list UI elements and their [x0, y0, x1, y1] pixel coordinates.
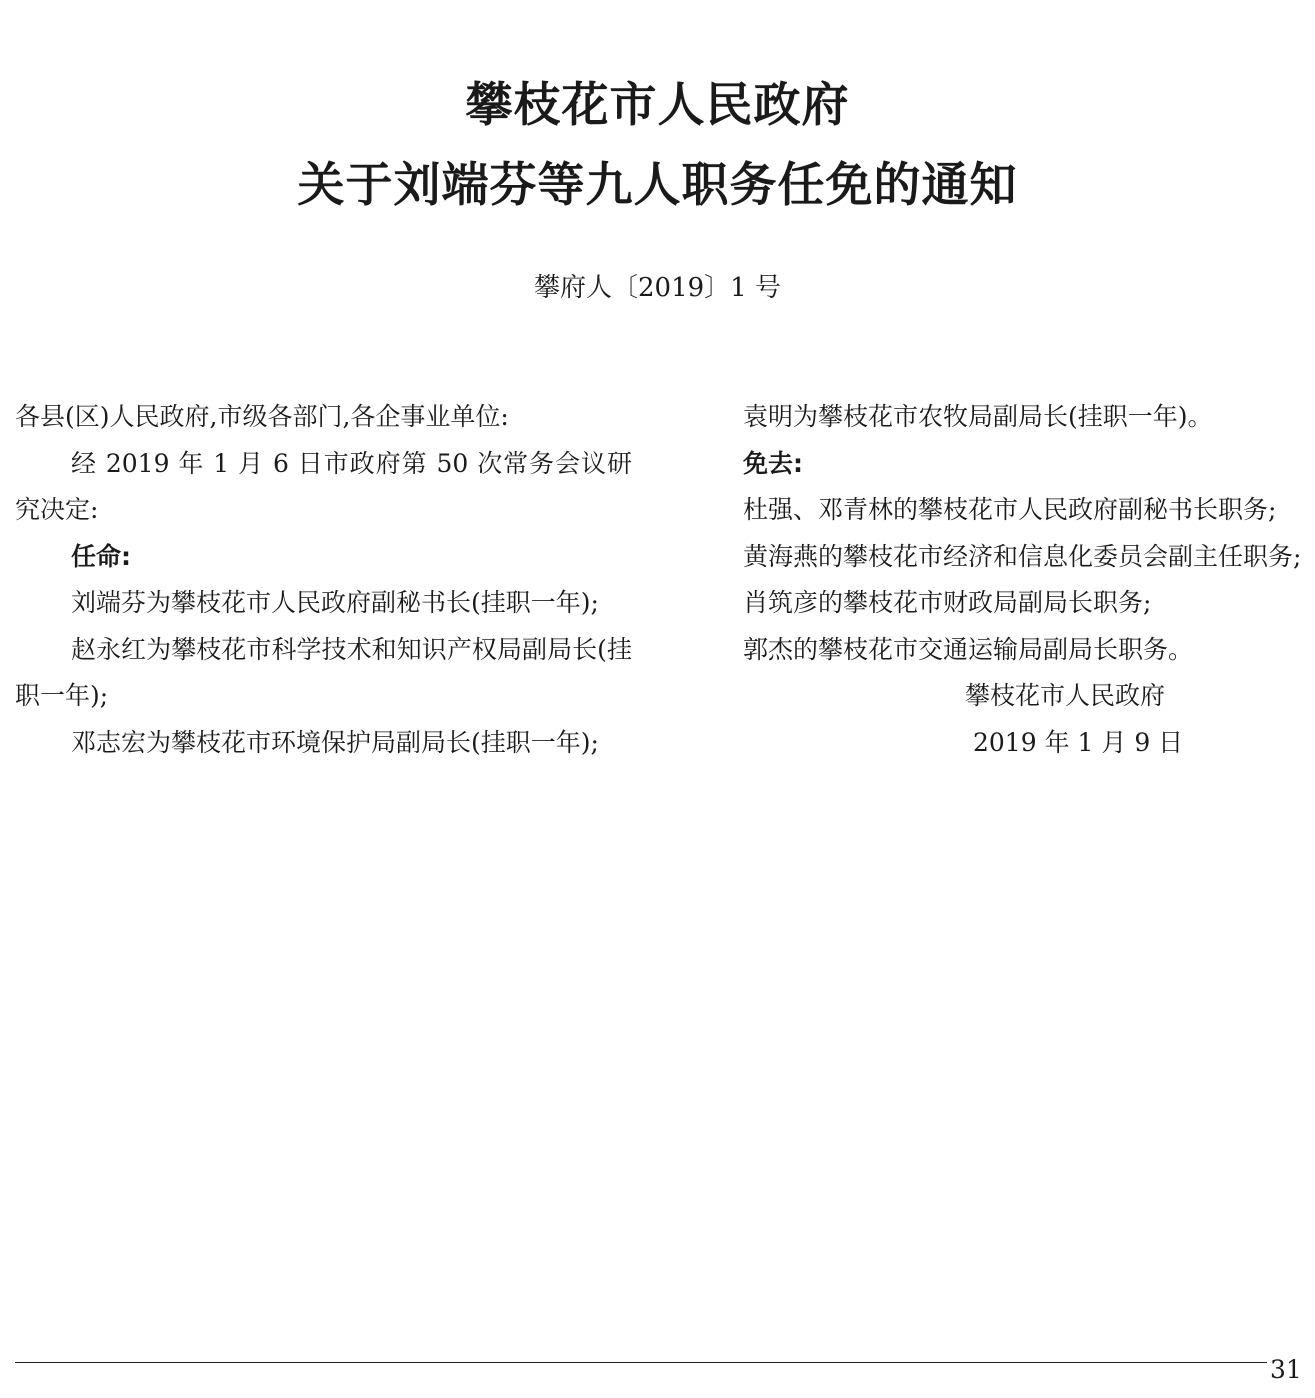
page-number: 31 — [1270, 1355, 1302, 1384]
document-number: 攀府人〔2019〕1 号 — [534, 273, 781, 303]
appoint-heading: 任命: — [71, 541, 131, 571]
intro-paragraph: 经 2019 年 1 月 6 日市政府第 50 次常务会议研究决定: — [15, 448, 632, 524]
salutation: 各县(区)人民政府,市级各部门,各企事业单位: — [15, 402, 509, 431]
appointment-item: 邓志宏为攀枝花市环境保护局副局长(挂职一年); — [71, 727, 599, 757]
dismissal-item: 肖筑彦的攀枝花市财政局副局长职务; — [743, 588, 1152, 617]
right-column — [687, 394, 1302, 766]
signature-organization: 攀枝花市人民政府 — [965, 681, 1166, 710]
dismissal-item: 杜强、邓青林的攀枝花市人民政府副秘书长职务; — [743, 495, 1277, 524]
left-column — [15, 394, 632, 766]
dismissal-item: 郭杰的攀枝花市交通运输局副局长职务。 — [743, 634, 1194, 664]
appointment-item: 赵永红为攀枝花市科学技术和知识产权局副局长(挂职一年); — [15, 634, 632, 710]
dismiss-heading: 免去: — [743, 448, 803, 478]
appointment-item: 袁明为攀枝花市农牧局副局长(挂职一年)。 — [743, 402, 1213, 431]
signature-date: 2019 年 1 月 9 日 — [973, 727, 1184, 757]
appointment-item: 刘端芬为攀枝花市人民政府副秘书长(挂职一年); — [71, 588, 599, 617]
footer-divider — [15, 1362, 1267, 1363]
document-title-line1: 攀枝花市人民政府 — [465, 78, 850, 133]
document-title-line2: 关于刘端芬等九人职务任免的通知 — [297, 158, 1018, 213]
dismissal-item: 黄海燕的攀枝花市经济和信息化委员会副主任职务; — [743, 541, 1302, 571]
